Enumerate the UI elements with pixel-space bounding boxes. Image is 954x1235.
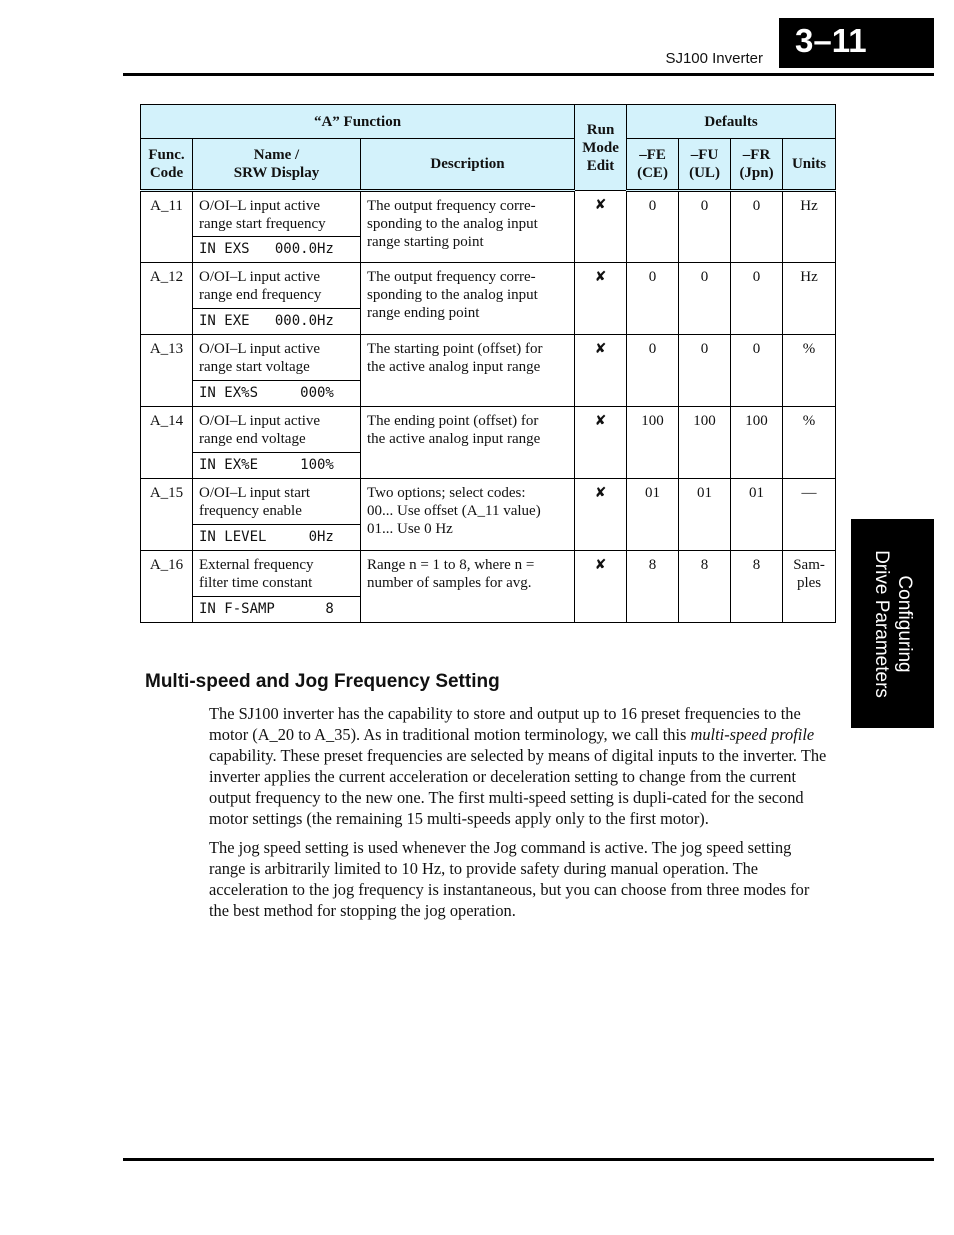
table-row (141, 263, 836, 309)
paragraph-1-emphasis: multi-speed profile (690, 725, 815, 744)
run-mode-line-3: Edit (586, 157, 615, 174)
side-tab-line-2: Drive Parameters (870, 549, 892, 698)
default-fr-cell: 100 (731, 407, 783, 479)
units-line: Sam- (793, 557, 825, 573)
section-title: Multi-speed and Jog Frequency Setting (145, 671, 500, 692)
parameter-name-line: O/OI–L input active (199, 269, 321, 285)
units-line: Hz (800, 269, 818, 285)
parameter-name-cell (193, 191, 361, 237)
default-fe-cell: 0 (627, 263, 679, 335)
fe-header-line-2: (CE) (637, 165, 668, 181)
default-fu-cell: 0 (679, 263, 731, 335)
description-line: sponding to the analog input (367, 287, 538, 303)
run-mode-line-1: Run (586, 121, 615, 138)
srw-display-cell: IN EX%E 100% (193, 453, 361, 479)
run-mode-edit-header (575, 105, 627, 191)
func-code-line-1: Func. (148, 147, 185, 163)
parameter-name-line: O/OI–L input active (199, 198, 321, 214)
description-cell (361, 407, 575, 479)
fr-header (731, 139, 783, 191)
units-line: — (801, 485, 817, 501)
run-mode-edit-mark: ✘ (575, 191, 627, 263)
name-header-line-2: SRW Display (233, 165, 320, 181)
parameter-name-line: External frequency (199, 557, 314, 573)
description-line: 00... Use offset (A_11 value) (367, 503, 541, 519)
description-line: The output frequency corre- (367, 269, 536, 285)
parameter-name-cell (193, 335, 361, 381)
units-cell (783, 191, 836, 263)
units-header: Units (783, 139, 836, 191)
table-row (141, 407, 836, 453)
paragraph-jog: The jog speed setting is used whenever the Jog command is active. The jog speed setting range is arbitrarily limited to 10 Hz, to provide safety during manual operation. The acceleration to the jog frequency is instantaneous, but you can choose from three modes for the best method for stopping the jog operation. (209, 838, 810, 920)
default-fr-cell: 0 (731, 335, 783, 407)
parameter-rows (141, 191, 836, 623)
run-mode-edit-mark: ✘ (575, 407, 627, 479)
default-fr-cell: 01 (731, 479, 783, 551)
description-line: range ending point (367, 305, 480, 321)
default-fr-cell: 0 (731, 263, 783, 335)
fe-header (627, 139, 679, 191)
parameter-name-line: range end frequency (199, 287, 322, 303)
parameter-name-line: O/OI–L input start (199, 485, 311, 501)
fu-header-line-2: (UL) (689, 165, 720, 181)
default-fe-cell: 01 (627, 479, 679, 551)
units-cell (783, 479, 836, 551)
description-line: the active analog input range (367, 431, 541, 447)
default-fr-cell: 8 (731, 551, 783, 623)
chapter-side-tab (851, 519, 934, 728)
default-fu-cell: 0 (679, 191, 731, 263)
group-header-a-function: “A” Function (141, 105, 575, 139)
default-fe-cell: 8 (627, 551, 679, 623)
parameter-name-cell (193, 479, 361, 525)
header-product-name: SJ100 Inverter (665, 50, 763, 67)
units-line: Hz (800, 198, 818, 214)
func-code-header (141, 139, 193, 191)
parameter-name-line: O/OI–L input active (199, 413, 321, 429)
name-header-line-1: Name / (253, 147, 300, 163)
parameter-name-cell (193, 551, 361, 597)
parameter-name-line: filter time constant (199, 575, 313, 591)
description-cell (361, 479, 575, 551)
description-cell (361, 263, 575, 335)
run-mode-edit-mark: ✘ (575, 479, 627, 551)
description-header: Description (361, 139, 575, 191)
units-cell (783, 551, 836, 623)
description-line: range starting point (367, 234, 484, 250)
parameter-name-line: range start frequency (199, 216, 326, 232)
units-line: ples (796, 575, 822, 591)
description-cell (361, 335, 575, 407)
default-fu-cell: 100 (679, 407, 731, 479)
paragraph-multi-speed (209, 703, 829, 829)
func-code-cell: A_16 (141, 551, 193, 623)
name-header (193, 139, 361, 191)
parameter-name-cell (193, 263, 361, 309)
defaults-header: Defaults (627, 105, 836, 139)
fu-header (679, 139, 731, 191)
func-code-cell: A_11 (141, 191, 193, 263)
default-fr-cell: 0 (731, 191, 783, 263)
parameter-name-line: O/OI–L input active (199, 341, 321, 357)
table-row (141, 551, 836, 597)
header-rule (123, 73, 934, 76)
description-line: 01... Use 0 Hz (367, 521, 453, 537)
description-line: Two options; select codes: (367, 485, 526, 501)
table-row (141, 335, 836, 381)
run-mode-edit-mark: ✘ (575, 263, 627, 335)
srw-display-cell: IN EXS 000.0Hz (193, 237, 361, 263)
footer-rule (123, 1158, 934, 1161)
default-fu-cell: 0 (679, 335, 731, 407)
parameter-name-line: range start voltage (199, 359, 310, 375)
units-cell (783, 407, 836, 479)
srw-display-cell: IN F-SAMP 8 (193, 597, 361, 623)
fe-header-line-1: –FE (639, 147, 666, 163)
func-code-cell: A_13 (141, 335, 193, 407)
srw-display-cell: IN LEVEL 0Hz (193, 525, 361, 551)
fu-header-line-1: –FU (690, 147, 719, 163)
fr-header-line-1: –FR (742, 147, 771, 163)
default-fe-cell: 0 (627, 191, 679, 263)
default-fe-cell: 0 (627, 335, 679, 407)
description-line: sponding to the analog input (367, 216, 538, 232)
func-code-cell: A_15 (141, 479, 193, 551)
func-code-line-2: Code (149, 165, 184, 181)
default-fe-cell: 100 (627, 407, 679, 479)
func-code-cell: A_12 (141, 263, 193, 335)
paragraph-1-part-b: capability. These preset frequencies are selected by means of digital inputs to the inverter. The inverter applies the current acceleration or deceleration setting to change from the current output frequency to the new one. The first multi-speed setting is dupli-cated for the second motor settings (the remaining 15 multi-speeds apply only to the first motor). (209, 746, 827, 828)
table-row (141, 191, 836, 237)
page-number-box: 3–11 (779, 18, 934, 68)
paragraph-1-part-a: The SJ100 inverter has the capability to store and output up to 16 preset frequencies to the motor (A_20 to A_35). As in traditional motion terminology, we call this (209, 704, 801, 744)
description-line: Range n = 1 to 8, where n = (367, 557, 535, 573)
description-line: number of samples for avg. (367, 575, 532, 591)
units-cell (783, 335, 836, 407)
description-line: The output frequency corre- (367, 198, 536, 214)
default-fu-cell: 01 (679, 479, 731, 551)
side-tab-line-1: Configuring (893, 574, 915, 673)
default-fu-cell: 8 (679, 551, 731, 623)
table-row (141, 479, 836, 525)
parameter-name-cell (193, 407, 361, 453)
description-cell (361, 551, 575, 623)
units-cell (783, 263, 836, 335)
section-body (209, 703, 829, 929)
description-cell (361, 191, 575, 263)
run-mode-line-2: Mode (582, 139, 619, 156)
srw-display-cell: IN EXE 000.0Hz (193, 309, 361, 335)
fr-header-line-2: (Jpn) (739, 165, 774, 181)
units-line: % (802, 413, 816, 429)
srw-display-cell: IN EX%S 000% (193, 381, 361, 407)
description-line: The ending point (offset) for (367, 413, 539, 429)
func-code-cell: A_14 (141, 407, 193, 479)
parameter-name-line: frequency enable (199, 503, 302, 519)
run-mode-edit-mark: ✘ (575, 335, 627, 407)
a-function-parameter-table (140, 104, 836, 623)
parameter-name-line: range end voltage (199, 431, 306, 447)
units-line: % (802, 341, 816, 357)
description-line: The starting point (offset) for (367, 341, 543, 357)
chapter-side-tab-label (870, 519, 916, 728)
description-line: the active analog input range (367, 359, 541, 375)
run-mode-edit-mark: ✘ (575, 551, 627, 623)
